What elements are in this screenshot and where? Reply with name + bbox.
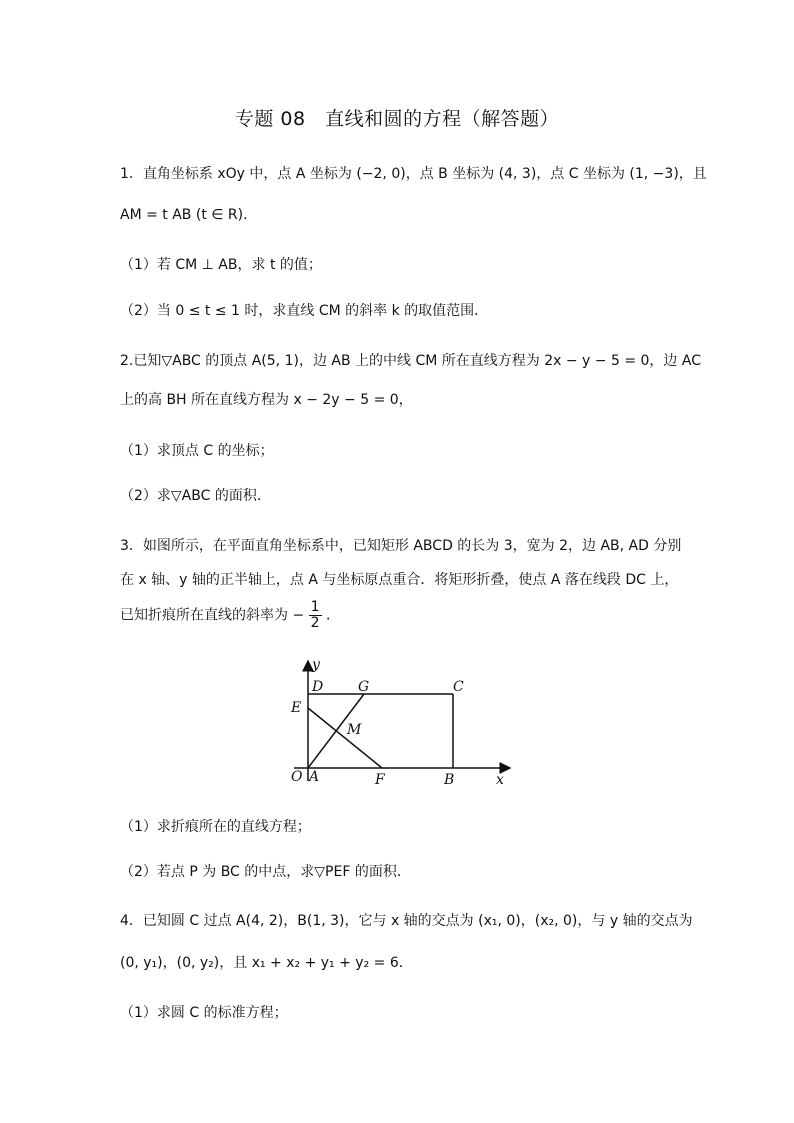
rectangle-fold-figure xyxy=(280,655,520,790)
label-e: E xyxy=(291,700,302,716)
label-g: G xyxy=(358,679,370,695)
fraction-denominator: 2 xyxy=(310,615,320,631)
label-b: B xyxy=(444,772,455,788)
q2-part2: （2）求▽ABC 的面积． xyxy=(120,488,271,504)
q4-line2: (0, y₁)，(0, y₂)，且 x₁ + x₂ + y₁ + y₂ = 6． xyxy=(120,955,413,971)
label-x: x xyxy=(496,772,504,788)
label-y: y xyxy=(312,657,320,673)
q1-part1: （1）若 CM ⊥ AB，求 t 的值； xyxy=(120,257,322,273)
q3-line1: 3．如图所示，在平面直角坐标系中，已知矩形 ABCD 的长为 3，宽为 2，边 AB, AD 分别 xyxy=(120,538,682,554)
q1-line1: 1．直角坐标系 xOy 中，点 A 坐标为 (−2, 0)，点 B 坐标为 (4, 3)，点 C 坐标为 (1, −3)，且 xyxy=(120,166,707,182)
q3-part1: （1）求折痕所在的直线方程； xyxy=(120,819,311,835)
q2-part1: （1）求顶点 C 的坐标； xyxy=(120,443,274,459)
fraction-numerator: 1 xyxy=(310,599,320,615)
q3-line3 xyxy=(120,600,340,631)
fold-line-ef xyxy=(308,708,382,768)
page-title: 专题 08 直线和圆的方程（解答题） xyxy=(234,108,560,130)
q3-line2: 在 x 轴、y 轴的正半轴上，点 A 与坐标原点重合．将矩形折叠，使点 A 落在线段 DC 上， xyxy=(120,572,679,588)
label-d: D xyxy=(312,679,324,695)
q3-line3-end: ． xyxy=(326,607,341,624)
q4-line1: 4．已知圆 C 过点 A(4, 2)，B(1, 3)，它与 x 轴的交点为 (x₁, 0)，(x₂, 0)，与 y 轴的交点为 xyxy=(120,913,693,929)
q2-line2: 上的高 BH 所在直线方程为 x − 2y − 5 = 0， xyxy=(120,392,413,408)
q3-line3-text: 已知折痕所在直线的斜率为 − xyxy=(120,607,305,624)
label-a: A xyxy=(309,769,320,785)
q4-part1: （1）求圆 C 的标准方程； xyxy=(120,1005,288,1021)
label-c: C xyxy=(453,679,464,695)
q1-line2: AM = t AB (t ∈ R)． xyxy=(120,207,258,223)
label-o: O xyxy=(291,769,303,785)
q2-line1: 2.已知▽ABC 的顶点 A(5, 1)，边 AB 上的中线 CM 所在直线方程为 2x − y − 5 = 0，边 AC xyxy=(120,353,701,369)
label-m: M xyxy=(347,722,362,738)
label-f: F xyxy=(375,772,385,788)
slope-fraction xyxy=(309,600,322,631)
q3-part2: （2）若点 P 为 BC 的中点，求▽PEF 的面积． xyxy=(120,864,411,880)
q1-part2: （2）当 0 ≤ t ≤ 1 时，求直线 CM 的斜率 k 的取值范围． xyxy=(120,303,489,319)
